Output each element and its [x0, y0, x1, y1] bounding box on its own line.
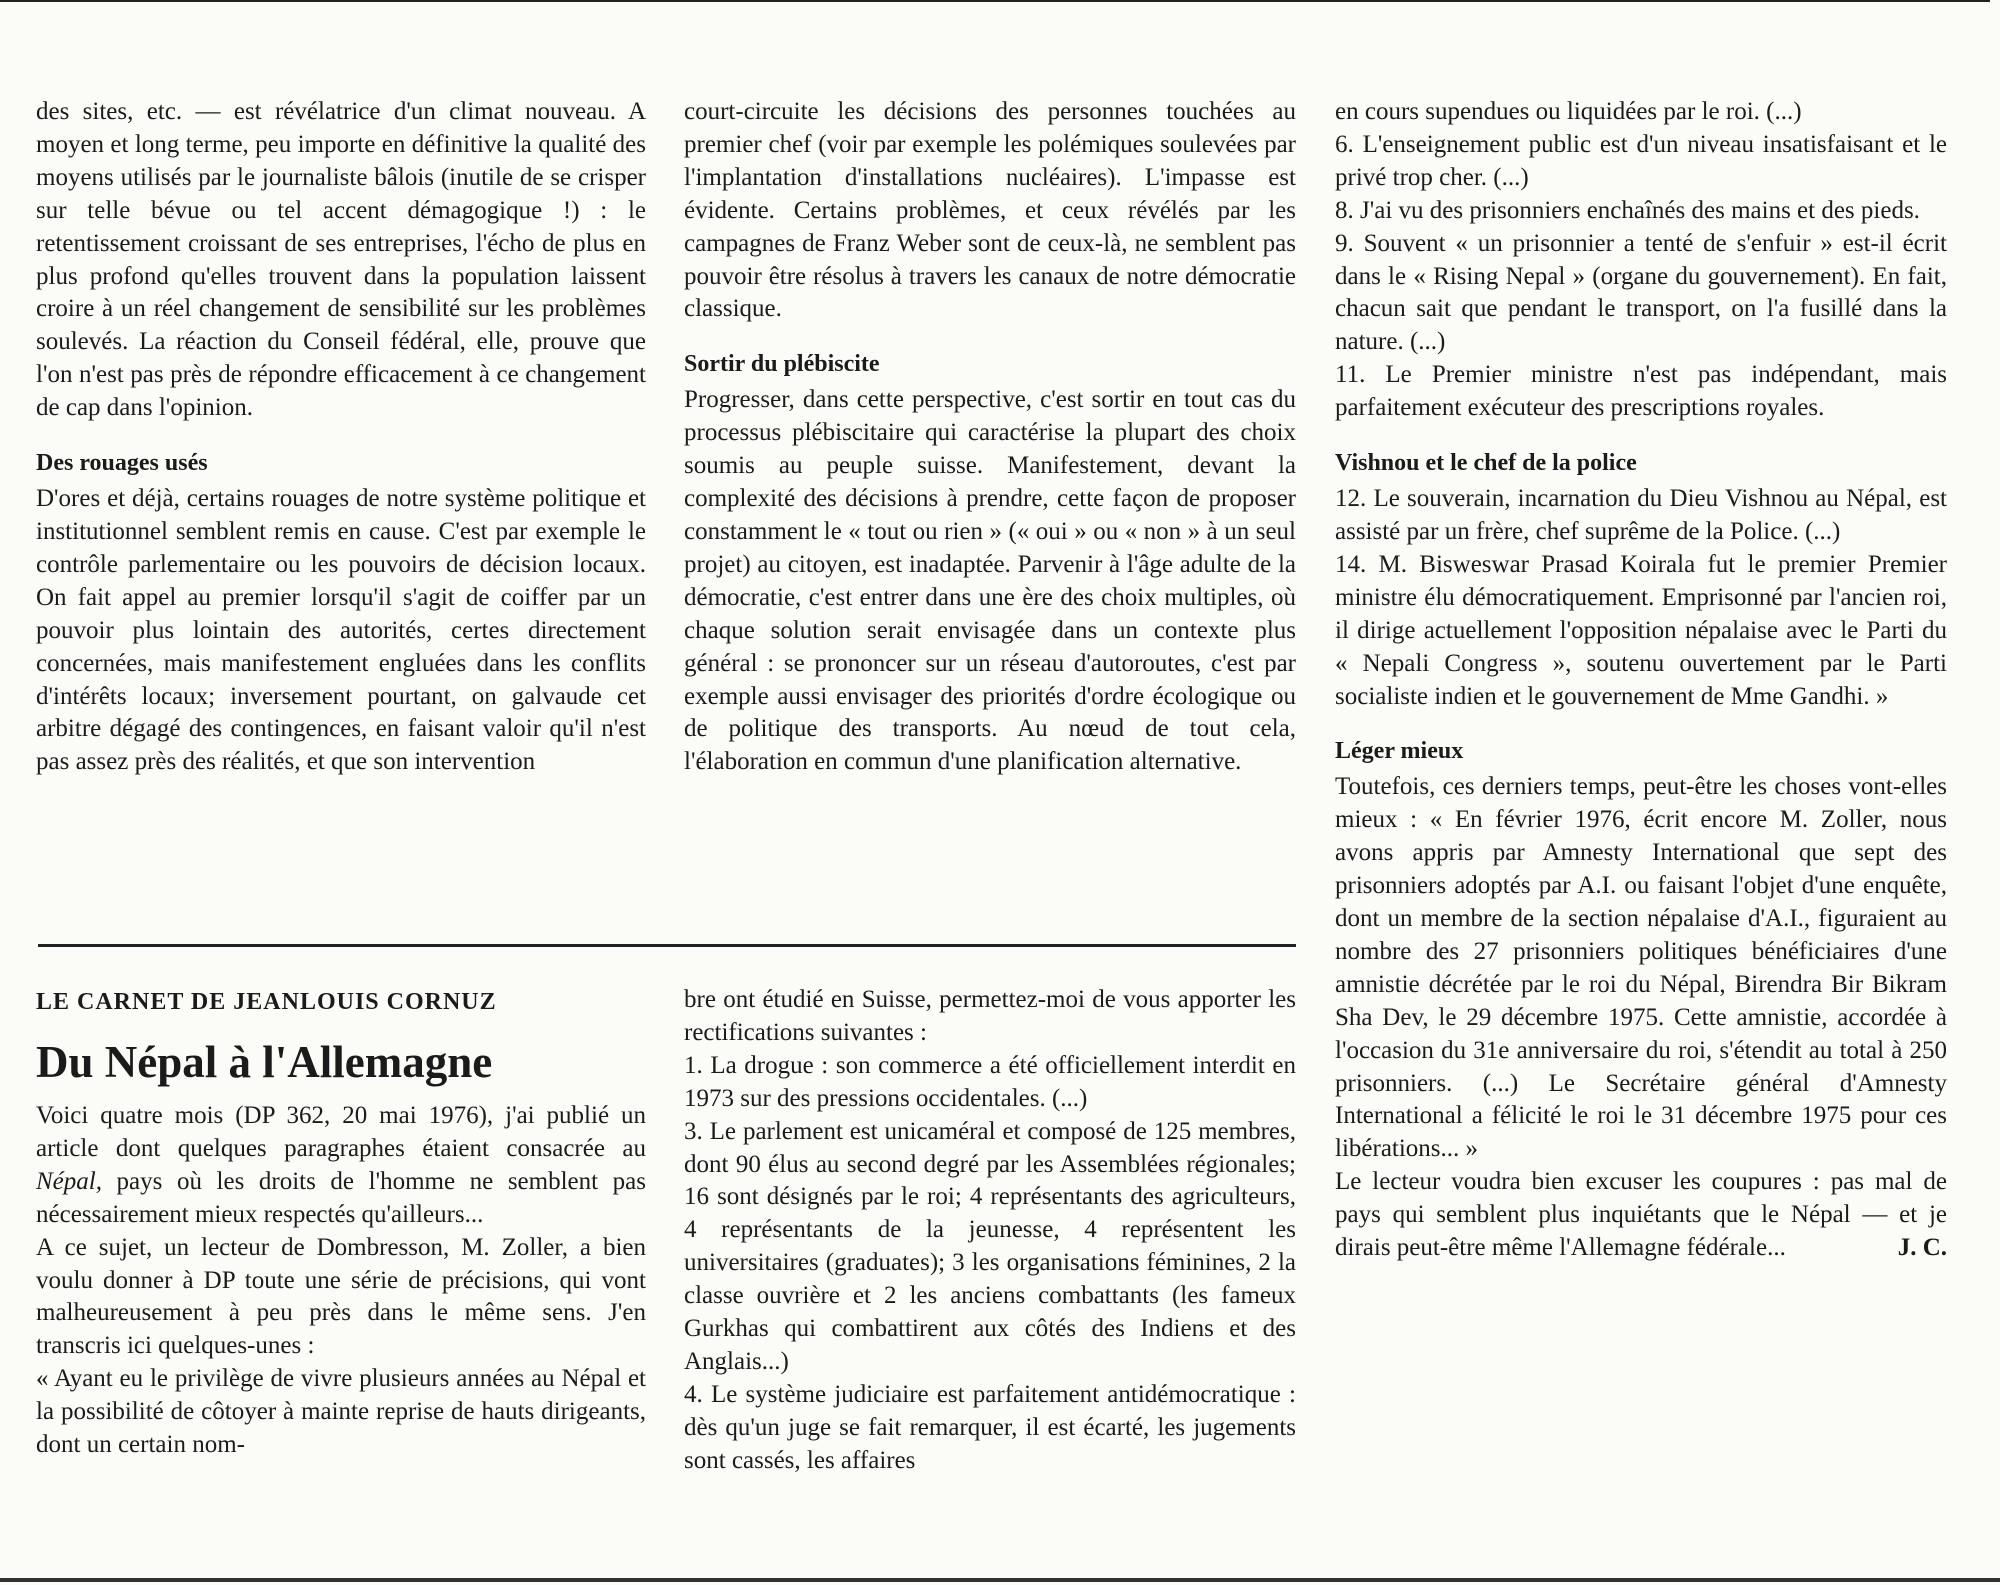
- column-2-lower: [684, 984, 1296, 1478]
- article-title: Du Népal à l'Allemagne: [36, 1037, 493, 1087]
- paragraph: en cours supendues ou liquidées par le roi. (...): [1335, 98, 1802, 125]
- closing-text: Le lecteur voudra bien excuser les coupures : pas mal de pays qui semblent plus inquiétants que le Népal — et je dirais peut-être même l'Allemagne fédérale...: [1335, 1168, 1947, 1262]
- list-item: 9. Souvent « un prisonnier a tenté de s'enfuir » est-il écrit dans le « Rising Nepal » (organe du gouvernement). En fait, chacun sait que pendant le transport, on l'a fusillé dans la nature. (...): [1335, 229, 1947, 356]
- paragraph: bre ont étudié en Suisse, permettez-moi de vous apporter les rectifications suivantes :: [684, 986, 1296, 1046]
- paragraph: [1335, 1166, 1947, 1265]
- section-heading: Vishnou et le chef de la police: [1335, 450, 1637, 477]
- intro-text: pays où les droits de l'homme ne semblent pas nécessairement mieux respectés qu'ailleurs...: [36, 1167, 646, 1228]
- list-item: 4. Le système judiciaire est parfaitement antidémocratique : dès qu'un juge se fait remarquer, il est écarté, les jugements sont cassés, les affaires: [684, 1380, 1296, 1474]
- top-rule: [0, 0, 1990, 2]
- section-heading: Sortir du plébiscite: [684, 351, 880, 378]
- column-3: [1335, 96, 1947, 1265]
- section-heading: Léger mieux: [1335, 738, 1464, 765]
- paragraph: Toutefois, ces derniers temps, peut-être les choses vont-elles mieux : « En février 1976, écrit encore M. Zoller, nous avons appris par Amnesty International que sept des prisonniers adoptés par A.I. ou faisant l'objet d'une enquête, dont un membre de la section népalaise d'A.I., figuraient au nombre des 27 prisonniers politiques bénéficiaires d'une amnistie décrétée par le roi du Népal, Birendra Bir Bikram Sha Dev, le 29 décembre 1975. Cette amnistie, accordée à l'occasion du 31e anniversaire du roi, s'étendit au total à 250 prisonniers. (...) Le Secrétaire général d'Amnesty International a félicité le roi le 31 décembre 1975 pour ces libérations... »: [1335, 773, 1947, 1163]
- paragraph: [36, 1100, 646, 1232]
- bottom-rule: [0, 1578, 2000, 1582]
- paragraph: Progresser, dans cette perspective, c'est sortir en tout cas du processus plébiscitaire qui caractérise la plupart des choix soumis au peuple suisse. Manifestement, devant la complexité des décisions à prendre, cette façon de proposer constamment le « tout ou rien » (« oui » ou « non » à un seul projet) au citoyen, est inadaptée. Parvenir à l'âge adulte de la démocratie, c'est entrer dans une ère des choix multiples, où chaque solution serait envisagée dans un contexte plus général : se prononcer sur un réseau d'autoroutes, c'est par exemple aussi envisager des priorités d'ordre écologique ou de politique des transports. Au nœud de tout cela, l'élaboration en commun d'une planification alternative.: [684, 386, 1296, 776]
- paragraph: A ce sujet, un lecteur de Dombresson, M. Zoller, a bien voulu donner à DP toute une série de précisions, qui vont malheureusement à peu près dans le même sens. J'en transcris ici quelques-unes :: [36, 1233, 646, 1360]
- intro-text: Voici quatre mois (DP 362, 20 mai 1976), j'ai publié un article dont quelques paragraphes étaient consacrée au: [36, 1102, 646, 1162]
- list-item: 14. M. Bisweswar Prasad Koirala fut le premier Premier ministre élu démocratiquement. Emprisonné par l'ancien roi, il dirige actuellement l'opposition népalaise avec le Parti du « Nepali Congress », soutenu ouvertement par le Parti socialiste indien et le gouvernement de Mme Gandhi. »: [1335, 550, 1947, 710]
- paragraph: D'ores et déjà, certains rouages de notre système politique et institutionnel semblent remis en cause. C'est par exemple le contrôle parlementaire ou les pouvoirs de décision locaux. On fait appel au premier lorsqu'il s'agit de coiffer par un pouvoir plus lointain des autorités, certes directement concernées, mais manifestement engluées dans les conflits d'intérêts locaux; inversement pourtant, on galvaude cet arbitre dégagé des contingences, en faisant valoir qu'il n'est pas assez près des réalités, et que son intervention: [36, 485, 646, 776]
- article-separator: [38, 944, 1296, 947]
- author-signature: J. C.: [1897, 1234, 1947, 1262]
- column-2: [684, 96, 1296, 779]
- list-item: 1. La drogue : son commerce a été officiellement interdit en 1973 sur des pressions occidentales. (...): [684, 1051, 1296, 1112]
- paragraph: des sites, etc. — est révélatrice d'un climat nouveau. A moyen et long terme, peu importe en définitive la qualité des moyens utilisés par le journaliste bâlois (inutile de se crisper sur telle bévue ou tel accent démagogique !) : le retentissement croissant de ses entreprises, l'écho de plus en plus profond qu'elles trouvent dans la population laissent croire à un réel changement de sensibilité sur les problèmes soulevés. La réaction du Conseil fédéral, elle, prouve que l'on n'est pas près de répondre efficacement à ce changement de cap dans l'opinion.: [36, 98, 646, 422]
- list-item: 11. Le Premier ministre n'est pas indépendant, mais parfaitement exécuteur des prescriptions royales.: [1335, 361, 1947, 422]
- paragraph: court-circuite les décisions des personnes touchées au premier chef (voir par exemple les polémiques soulevées par l'implantation d'installations nucléaires). L'impasse est évidente. Certains problèmes, et ceux révélés par les campagnes de Franz Weber sont de ceux-là, ne semblent pas pouvoir être résolus à travers les canaux de notre démocratie classique.: [684, 98, 1296, 323]
- list-item: 8. J'ai vu des prisonniers enchaînés des mains et des pieds.: [1335, 196, 1920, 224]
- article-kicker: LE CARNET DE JEANLOUIS CORNUZ: [36, 989, 497, 1015]
- column-1: [36, 96, 646, 779]
- article-carnet: [36, 982, 646, 1462]
- list-item: 12. Le souverain, incarnation du Dieu Vishnou au Népal, est assisté par un frère, chef suprême de la Police. (...): [1335, 485, 1947, 545]
- section-heading: Des rouages usés: [36, 450, 208, 477]
- list-item: 6. L'enseignement public est d'un niveau insatisfaisant et le privé trop cher. (...): [1335, 130, 1947, 191]
- list-item: 3. Le parlement est unicaméral et composé de 125 membres, dont 90 élus au second degré par les Assemblées régionales; 16 sont désignés par le roi; 4 représentants des agriculteurs, 4 représentants de la jeunesse, 4 représentent les universitaires (graduates); 3 les organisations féminines, 2 la classe ouvrière et 2 les anciens combattants (les fameux Gurkhas qui combattirent aux côtés des Indiens et des Anglais...): [684, 1117, 1296, 1375]
- paragraph: « Ayant eu le privilège de vivre plusieurs années au Népal et la possibilité de côtoyer à mainte reprise de hauts dirigeants, dont un certain nom-: [36, 1365, 646, 1459]
- intro-emphasis: Népal,: [36, 1167, 102, 1195]
